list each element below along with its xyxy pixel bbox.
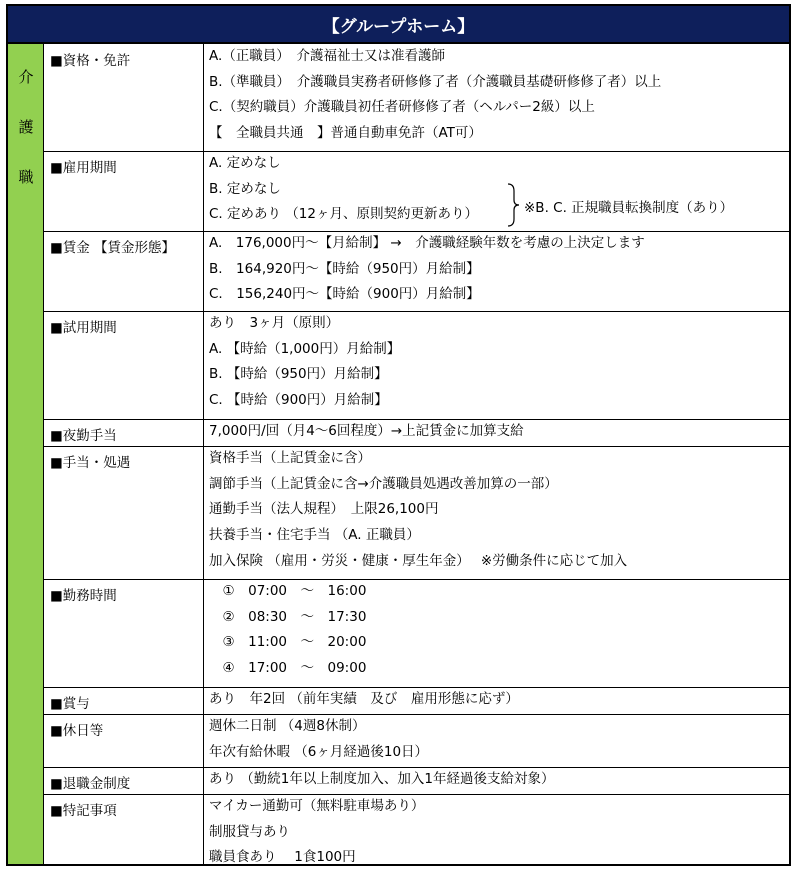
row-label: ■勤務時間 bbox=[44, 579, 204, 687]
content-line: ② 08:30 ～ 17:30 bbox=[209, 608, 367, 625]
table-title: 【グループホーム】 bbox=[8, 6, 789, 44]
row-label: ■休日等 bbox=[44, 714, 204, 767]
content-line: ④ 17:00 ～ 09:00 bbox=[209, 660, 367, 677]
row-label: ■退職金制度 bbox=[44, 767, 204, 794]
row-special-notes bbox=[44, 794, 789, 864]
content-line: B. 定めなし bbox=[209, 180, 281, 197]
row-content bbox=[204, 311, 789, 419]
content-line: マイカー通勤可（無料駐車場あり） bbox=[209, 798, 425, 814]
content-line: B. 【時給（950円）月給制】 bbox=[209, 366, 388, 383]
row-content bbox=[204, 44, 789, 151]
row-retirement-benefits bbox=[44, 767, 789, 795]
row-label: ■特記事項 bbox=[44, 794, 204, 864]
conditions-grid bbox=[44, 44, 789, 864]
content-line: 通勤手当（法人規程） 上限26,100円 bbox=[209, 501, 439, 518]
row-content bbox=[204, 579, 789, 687]
row-content bbox=[204, 794, 789, 864]
content-line: 7,000円/回（月4～6回程度）→上記賃金に加算支給 bbox=[209, 423, 524, 439]
row-label: ■雇用期間 bbox=[44, 151, 204, 231]
row-employment-period bbox=[44, 151, 789, 232]
content-line: あり 年2回 （前年実績 及び 雇用形態に応ず） bbox=[209, 691, 519, 707]
content-line: 扶養手当・住宅手当 （A. 正職員） bbox=[209, 527, 420, 544]
row-holidays bbox=[44, 714, 789, 768]
row-content bbox=[204, 687, 789, 714]
content-line: ③ 11:00 ～ 20:00 bbox=[209, 634, 367, 651]
content-line: 調節手当（上記賃金に含→介護職員処遇改善加算の一部） bbox=[209, 475, 558, 492]
row-qualifications bbox=[44, 44, 789, 152]
row-night-shift-allowance bbox=[44, 419, 789, 447]
content-line: 加入保険 （雇用・労災・健康・厚生年金） ※労働条件に応じて加入 bbox=[209, 552, 628, 569]
row-label: ■夜勤手当 bbox=[44, 419, 204, 446]
row-content bbox=[204, 767, 789, 794]
row-label: ■手当・処遇 bbox=[44, 446, 204, 579]
row-content bbox=[204, 446, 789, 579]
content-line: B.（準職員） 介護職員実務者研修修了者（介護職員基礎研修修了者）以上 bbox=[209, 73, 662, 90]
side-label-char: 職 bbox=[18, 168, 34, 186]
row-label: ■試用期間 bbox=[44, 311, 204, 419]
content-line: 制服貸与あり bbox=[209, 823, 290, 840]
content-line: C. 156,240円～【時給（900円）月給制】 bbox=[209, 286, 480, 303]
content-line: 資格手当（上記賃金に含） bbox=[209, 450, 371, 466]
row-label: ■賃金 【賃金形態】 bbox=[44, 231, 204, 311]
row-content bbox=[204, 231, 789, 311]
side-category-label bbox=[8, 44, 44, 864]
side-label-char: 護 bbox=[18, 118, 34, 136]
content-line: あり （勤続1年以上制度加入、加入1年経過後支給対象） bbox=[209, 771, 555, 787]
content-line: A. 176,000円～【月給制】 → 介護職経験年数を考慮の上決定します bbox=[209, 235, 645, 251]
right-brace-icon bbox=[506, 183, 520, 227]
row-trial-period bbox=[44, 311, 789, 420]
row-content bbox=[204, 714, 789, 767]
content-line: C. 定めあり （12ヶ月、原則契約更新あり） bbox=[209, 206, 478, 223]
content-line: C. 【時給（900円）月給制】 bbox=[209, 392, 388, 409]
row-working-hours bbox=[44, 579, 789, 688]
content-line: C.（契約職員）介護職員初任者研修修了者（ヘルパー2級）以上 bbox=[209, 99, 595, 116]
content-line: A. 定めなし bbox=[209, 155, 281, 171]
row-label: ■資格・免許 bbox=[44, 44, 204, 151]
conversion-note: ※B. C. 正規職員転換制度（あり） bbox=[524, 200, 734, 216]
row-label: ■賞与 bbox=[44, 687, 204, 714]
content-line: 職員食あり 1食100円 bbox=[209, 849, 356, 866]
content-line: ① 07:00 ～ 16:00 bbox=[209, 583, 367, 599]
content-line: A.（正職員） 介護福祉士又は准看護師 bbox=[209, 48, 446, 64]
content-line: 【 全職員共通 】普通自動車免許（AT可） bbox=[209, 125, 482, 142]
row-content bbox=[204, 151, 789, 231]
job-conditions-table bbox=[6, 4, 791, 866]
content-line: 週休二日制 （4週8休制） bbox=[209, 718, 366, 734]
content-line: あり 3ヶ月（原則） bbox=[209, 315, 340, 331]
content-line: B. 164,920円～【時給（950円）月給制】 bbox=[209, 260, 480, 277]
row-wages bbox=[44, 231, 789, 312]
row-allowances bbox=[44, 446, 789, 580]
side-label-char: 介 bbox=[18, 68, 34, 86]
content-line: 年次有給休暇 （6ヶ月経過後10日） bbox=[209, 743, 429, 760]
content-line: A. 【時給（1,000円）月給制】 bbox=[209, 340, 401, 357]
row-content bbox=[204, 419, 789, 446]
row-bonus bbox=[44, 687, 789, 715]
